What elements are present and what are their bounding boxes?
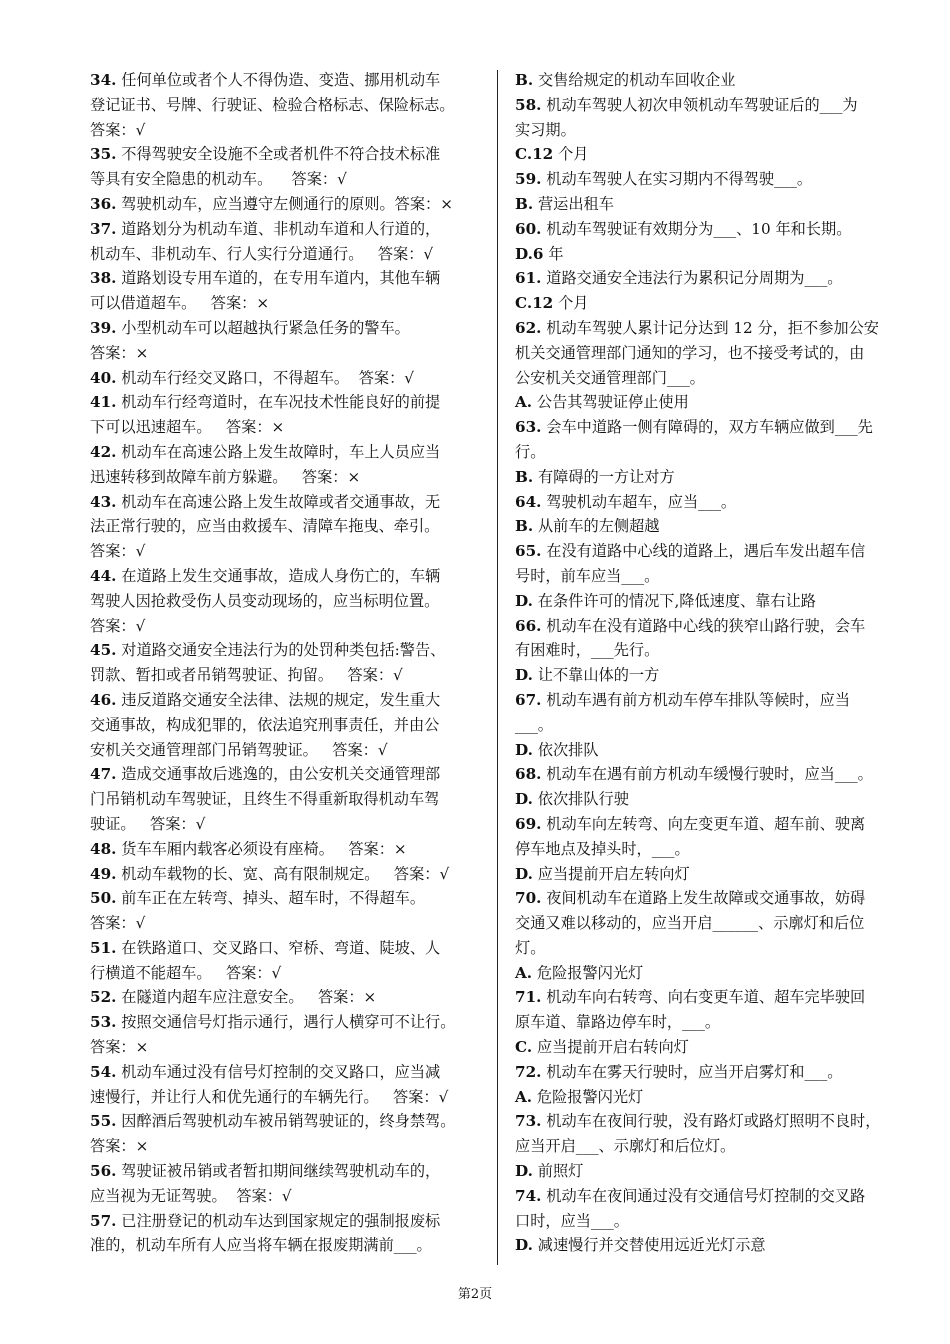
text-line — [90, 539, 482, 564]
item-text: 可以借道超车。 答案：× — [90, 294, 270, 313]
item-text: 交售给规定的机动车回收企业 — [537, 71, 736, 89]
text-line — [90, 390, 482, 415]
text-line — [90, 291, 482, 316]
text-line — [90, 167, 482, 192]
item-text: 驾驶机动车超车，应当___。 — [546, 492, 737, 511]
text-line — [515, 738, 907, 763]
text-line — [90, 440, 482, 465]
item-text: 机动车在遇有前方机动车缓慢行驶时，应当___。 — [546, 765, 873, 784]
item-text: ___。 — [515, 715, 553, 734]
item-text: 对道路交通安全违法行为的处罚种类包括:警告、 — [121, 641, 446, 660]
text-line — [90, 465, 482, 490]
item-text: 机动车行经交叉路口，不得超车。 答案：√ — [121, 368, 414, 387]
text-line — [515, 1159, 907, 1184]
text-line — [515, 589, 907, 614]
item-number: 41. — [90, 393, 117, 412]
text-line — [90, 589, 482, 614]
item-number: 70. — [515, 889, 542, 908]
item-text: 小型机动车可以超越执行紧急任务的警车。 — [121, 318, 410, 337]
item-text: 在条件许可的情况下,降低速度、靠右让路 — [537, 591, 816, 610]
item-number: 51. — [90, 938, 117, 957]
item-text: 道路划分为机动车道、非机动车道和人行道的， — [121, 219, 441, 238]
text-line — [90, 911, 482, 936]
text-line — [90, 837, 482, 862]
item-number: A. — [515, 963, 533, 982]
item-number: D. — [515, 740, 533, 759]
text-line — [90, 68, 482, 93]
text-line — [515, 1184, 907, 1209]
item-text: 驾驶人因抢救受伤人员变动现场的，应当标明位置。 — [90, 591, 440, 610]
item-text: 答案：× — [90, 1038, 149, 1057]
item-number: 50. — [90, 889, 117, 908]
text-line — [515, 936, 907, 961]
text-line — [515, 762, 907, 787]
item-number: 49. — [90, 864, 117, 883]
item-number: 60. — [515, 219, 542, 238]
text-line — [515, 985, 907, 1010]
text-line — [90, 192, 482, 217]
item-number: 53. — [90, 1013, 117, 1032]
text-line — [515, 1209, 907, 1234]
item-number: 56. — [90, 1162, 117, 1181]
item-number: 73. — [515, 1112, 542, 1131]
item-text: 驾驶证被吊销或者暂扣期间继续驾驶机动车的， — [121, 1162, 441, 1181]
text-line — [515, 1233, 907, 1258]
text-line — [90, 316, 482, 341]
item-number: 40. — [90, 368, 117, 387]
item-text: 应当提前开启右转向灯 — [536, 1038, 689, 1057]
text-line — [90, 1035, 482, 1060]
item-text: 下可以迅速超车。 答案：× — [90, 418, 285, 437]
item-number: 45. — [90, 641, 117, 660]
item-number: 74. — [515, 1186, 542, 1205]
item-number: 59. — [515, 170, 542, 189]
text-line — [515, 1109, 907, 1134]
item-text: 迅速转移到故障车前方躲避。 答案：× — [90, 467, 361, 486]
text-line — [90, 93, 482, 118]
text-line — [90, 638, 482, 663]
text-line — [515, 242, 907, 267]
item-number: 43. — [90, 492, 117, 511]
text-line — [90, 1209, 482, 1234]
item-text: 在隧道内超车应注意安全。 答案：× — [121, 988, 377, 1007]
text-line — [515, 217, 907, 242]
item-number: 36. — [90, 194, 117, 213]
text-line — [515, 1010, 907, 1035]
item-text: 答案：√ — [90, 616, 146, 635]
item-text: 危险报警闪光灯 — [536, 1087, 644, 1106]
item-text: 口时，应当___。 — [515, 1211, 629, 1230]
text-line — [515, 390, 907, 415]
item-text: 道路交通安全违法行为累积记分周期为___。 — [546, 269, 843, 288]
item-text: 因醉酒后驾驶机动车被吊销驾驶证的，终身禁驾。 — [121, 1112, 456, 1131]
item-text: 机动车驾驶人初次申领机动车驾驶证后的___为 — [546, 95, 858, 114]
item-number: A. — [515, 1087, 533, 1106]
item-number: 48. — [90, 839, 117, 858]
item-number: 55. — [90, 1112, 117, 1131]
item-text: 机动车通过没有信号灯控制的交叉路口，应当减 — [121, 1062, 441, 1081]
item-text: 机动车在没有道路中心线的狭窄山路行驶，会车 — [546, 616, 866, 635]
item-number: D. — [515, 1162, 533, 1181]
text-line — [515, 341, 907, 366]
text-line — [90, 1060, 482, 1085]
item-number: D. — [515, 790, 533, 809]
item-text: 行。 — [515, 442, 546, 461]
item-number: D.6 — [515, 244, 544, 263]
item-text: 机动车驾驶人累计记分达到 12 分，拒不参加公安 — [546, 318, 879, 337]
text-line — [90, 1134, 482, 1159]
item-text: 机动车遇有前方机动车停车排队等候时，应当 — [546, 690, 851, 709]
item-number: C. — [515, 1038, 533, 1057]
text-line — [515, 514, 907, 539]
text-line — [90, 738, 482, 763]
text-line — [515, 465, 907, 490]
item-text: 速慢行，并让行人和优先通行的车辆先行。 答案：√ — [90, 1087, 449, 1106]
item-text: 造成交通事故后逃逸的，由公安机关交通管理部 — [121, 765, 441, 784]
text-line — [515, 167, 907, 192]
item-number: 66. — [515, 616, 542, 635]
text-line — [515, 68, 907, 93]
item-number: 42. — [90, 442, 117, 461]
item-text: 机关交通管理部门通知的学习，也不接受考试的，由 — [515, 343, 865, 362]
left-column — [90, 68, 482, 1258]
item-text: 实习期。 — [515, 120, 576, 139]
text-line — [515, 638, 907, 663]
item-text: 机动车行经弯道时，在车况技术性能良好的前提 — [121, 393, 441, 412]
item-text: 答案：√ — [90, 120, 146, 139]
item-text: 应当开启___、示廓灯和后位灯。 — [515, 1137, 736, 1156]
item-text: 灯。 — [515, 938, 546, 957]
text-line — [515, 142, 907, 167]
text-line — [90, 415, 482, 440]
item-text: 在道路上发生交通事故，造成人身伤亡的，车辆 — [121, 566, 441, 585]
text-line — [515, 688, 907, 713]
item-text: 法正常行驶的，应当由救援车、清障车拖曳、牵引。 — [90, 517, 440, 536]
text-line — [90, 1159, 482, 1184]
item-number: 63. — [515, 418, 542, 437]
item-text: 机动车向右转弯、向右变更车道、超车完毕驶回 — [546, 988, 866, 1007]
item-number: 37. — [90, 219, 117, 238]
item-text: 前车正在左转弯、掉头、超车时，不得超车。 — [121, 889, 426, 908]
item-text: 机动车在高速公路上发生故障时，车上人员应当 — [121, 442, 441, 461]
item-number: 38. — [90, 269, 117, 288]
text-line — [90, 1085, 482, 1110]
item-number: 61. — [515, 269, 542, 288]
item-text: 等具有安全隐患的机动车。 答案：√ — [90, 170, 347, 189]
text-line — [90, 514, 482, 539]
item-number: 34. — [90, 71, 117, 89]
item-number: 47. — [90, 765, 117, 784]
item-text: 答案：× — [90, 1137, 149, 1156]
item-number: 52. — [90, 988, 117, 1007]
text-line — [515, 118, 907, 143]
text-line — [90, 688, 482, 713]
text-line — [515, 837, 907, 862]
item-text: 按照交通信号灯指示通行，遇行人横穿可不让行。 — [121, 1013, 456, 1032]
item-text: 违反道路交通安全法律、法规的规定，发生重大 — [121, 690, 441, 709]
text-line — [515, 192, 907, 217]
item-text: 机动车在夜间行驶，没有路灯或路灯照明不良时， — [546, 1112, 881, 1131]
item-number: 39. — [90, 318, 117, 337]
text-line — [515, 1060, 907, 1085]
item-text: 答案：√ — [90, 542, 146, 561]
item-text: 机动车驾驶人在实习期内不得驾驶___。 — [546, 170, 813, 189]
item-text: 在铁路道口、交叉路口、窄桥、弯道、陡坡、人 — [121, 938, 441, 957]
item-text: 门吊销机动车驾驶证，且终生不得重新取得机动车驾 — [90, 790, 440, 809]
item-text: 原车道、靠路边停车时，___。 — [515, 1013, 721, 1032]
item-text: 个月 — [558, 294, 589, 313]
item-text: 依次排队行驶 — [537, 790, 629, 809]
column-divider — [497, 70, 498, 1265]
item-text: 准的，机动车所有人应当将车辆在报废期满前___。 — [90, 1236, 432, 1255]
item-text: 有困难时，___先行。 — [515, 641, 660, 660]
item-text: 答案：√ — [90, 914, 146, 933]
item-text: 夜间机动车在道路上发生故障或交通事故，妨碍 — [546, 889, 866, 908]
item-text: 危险报警闪光灯 — [536, 963, 644, 982]
item-text: 应当视为无证驾驶。 答案：√ — [90, 1186, 292, 1205]
text-line — [90, 762, 482, 787]
text-line — [90, 787, 482, 812]
item-number: B. — [515, 71, 534, 89]
item-text: 驶证。 答案：√ — [90, 814, 206, 833]
item-text: 不得驾驶安全设施不全或者机件不符合技术标准 — [121, 145, 441, 164]
text-line — [90, 862, 482, 887]
text-line — [90, 118, 482, 143]
item-text: 机动车向左转弯、向左变更车道、超车前、驶离 — [546, 814, 866, 833]
item-text: 任何单位或者个人不得伪造、变造、挪用机动车 — [121, 71, 441, 89]
item-text: 机动车在高速公路上发生故障或者交通事故，无 — [121, 492, 441, 511]
item-text: 交通又难以移动的，应当开启______、示廓灯和后位 — [515, 914, 865, 933]
page-number: 第2页 — [457, 1287, 493, 1302]
text-line — [515, 93, 907, 118]
item-text: 登记证书、号牌、行驶证、检验合格标志、保险标志。 — [90, 95, 455, 114]
item-number: 72. — [515, 1062, 542, 1081]
text-line — [515, 812, 907, 837]
item-text: 已注册登记的机动车达到国家规定的强制报废标 — [121, 1211, 441, 1230]
item-number: 62. — [515, 318, 542, 337]
text-line — [515, 663, 907, 688]
item-text: 道路划设专用车道的，在专用车道内，其他车辆 — [121, 269, 441, 288]
text-line — [515, 886, 907, 911]
text-line — [515, 366, 907, 391]
item-text: 让不靠山体的一方 — [537, 666, 660, 685]
text-line — [90, 713, 482, 738]
text-line — [515, 614, 907, 639]
text-line — [90, 614, 482, 639]
item-number: 35. — [90, 145, 117, 164]
item-text: 货车车厢内载客必须设有座椅。 答案：× — [121, 839, 407, 858]
text-line — [90, 663, 482, 688]
text-line — [515, 291, 907, 316]
text-line — [515, 1085, 907, 1110]
text-line — [515, 415, 907, 440]
item-text: 会车中道路一侧有障碍的，双方车辆应做到___先 — [546, 418, 873, 437]
text-line — [90, 936, 482, 961]
item-number: 67. — [515, 690, 542, 709]
item-number: 44. — [90, 566, 117, 585]
right-column — [515, 68, 907, 1258]
item-number: 64. — [515, 492, 542, 511]
item-text: 机动车、非机动车、行人实行分道通行。 答案：√ — [90, 244, 434, 263]
text-line — [515, 539, 907, 564]
text-line — [515, 713, 907, 738]
text-line — [90, 366, 482, 391]
item-text: 罚款、暂扣或者吊销驾驶证、拘留。 答案：√ — [90, 666, 403, 685]
text-line — [90, 490, 482, 515]
text-line — [90, 564, 482, 589]
text-line — [515, 787, 907, 812]
text-line — [90, 886, 482, 911]
item-text: 机动车驾驶证有效期分为___、10 年和长期。 — [546, 219, 852, 238]
item-number: 57. — [90, 1211, 117, 1230]
item-number: 68. — [515, 765, 542, 784]
item-number: A. — [515, 393, 533, 412]
text-line — [90, 1184, 482, 1209]
item-text: 号时，前车应当___。 — [515, 566, 660, 585]
item-number: C.12 — [515, 294, 554, 313]
text-line — [90, 1010, 482, 1035]
item-text: 年 — [548, 244, 564, 263]
text-line — [90, 1109, 482, 1134]
item-number: 69. — [515, 814, 542, 833]
item-text: 有障碍的一方让对方 — [537, 467, 675, 486]
text-line — [90, 985, 482, 1010]
text-line — [515, 961, 907, 986]
item-number: B. — [515, 517, 534, 536]
text-line — [515, 1134, 907, 1159]
item-number: B. — [515, 194, 534, 213]
item-text: 驾驶机动车，应当遵守左侧通行的原则。答案：× — [121, 194, 453, 213]
item-text: 答案：× — [90, 343, 149, 362]
text-line — [90, 242, 482, 267]
item-number: D. — [515, 666, 533, 685]
text-line — [90, 812, 482, 837]
item-text: 应当提前开启左转向灯 — [537, 864, 690, 883]
item-text: 行横道不能超车。 答案：√ — [90, 963, 282, 982]
text-line — [515, 266, 907, 291]
text-line — [90, 341, 482, 366]
item-text: 在没有道路中心线的道路上，遇后车发出超车信 — [546, 542, 866, 561]
item-text: 机动车在夜间通过没有交通信号灯控制的交叉路 — [546, 1186, 866, 1205]
item-text: 安机关交通管理部门吊销驾驶证。 答案：√ — [90, 740, 388, 759]
item-number: 65. — [515, 542, 542, 561]
item-text: 个月 — [558, 145, 589, 164]
text-line — [515, 440, 907, 465]
item-number: B. — [515, 467, 534, 486]
item-number: D. — [515, 591, 533, 610]
text-line — [90, 217, 482, 242]
text-line — [90, 1233, 482, 1258]
item-text: 机动车在雾天行驶时，应当开启雾灯和___。 — [546, 1062, 843, 1081]
item-text: 交通事故，构成犯罪的，依法追究刑事责任，并由公 — [90, 715, 440, 734]
item-text: 停车地点及掉头时，___。 — [515, 839, 690, 858]
item-text: 营运出租车 — [537, 194, 614, 213]
text-line — [90, 266, 482, 291]
text-line — [515, 490, 907, 515]
text-line — [515, 564, 907, 589]
text-line — [515, 1035, 907, 1060]
item-text: 减速慢行并交替使用远近光灯示意 — [537, 1236, 766, 1255]
item-number: D. — [515, 1236, 533, 1255]
item-number: D. — [515, 864, 533, 883]
item-text: 公安机关交通管理部门___。 — [515, 368, 705, 387]
item-number: C.12 — [515, 145, 554, 164]
item-text: 依次排队 — [537, 740, 599, 759]
text-line — [515, 911, 907, 936]
text-line — [515, 316, 907, 341]
item-number: 46. — [90, 690, 117, 709]
item-number: 54. — [90, 1062, 117, 1081]
text-line — [90, 961, 482, 986]
item-number: 71. — [515, 988, 542, 1007]
item-number: 58. — [515, 95, 542, 114]
text-line — [515, 862, 907, 887]
item-text: 公告其驾驶证停止使用 — [536, 393, 689, 412]
item-text: 从前车的左侧超越 — [537, 517, 660, 536]
item-text: 前照灯 — [537, 1162, 584, 1181]
text-line — [90, 142, 482, 167]
item-text: 机动车载物的长、宽、高有限制规定。 答案：√ — [121, 864, 450, 883]
